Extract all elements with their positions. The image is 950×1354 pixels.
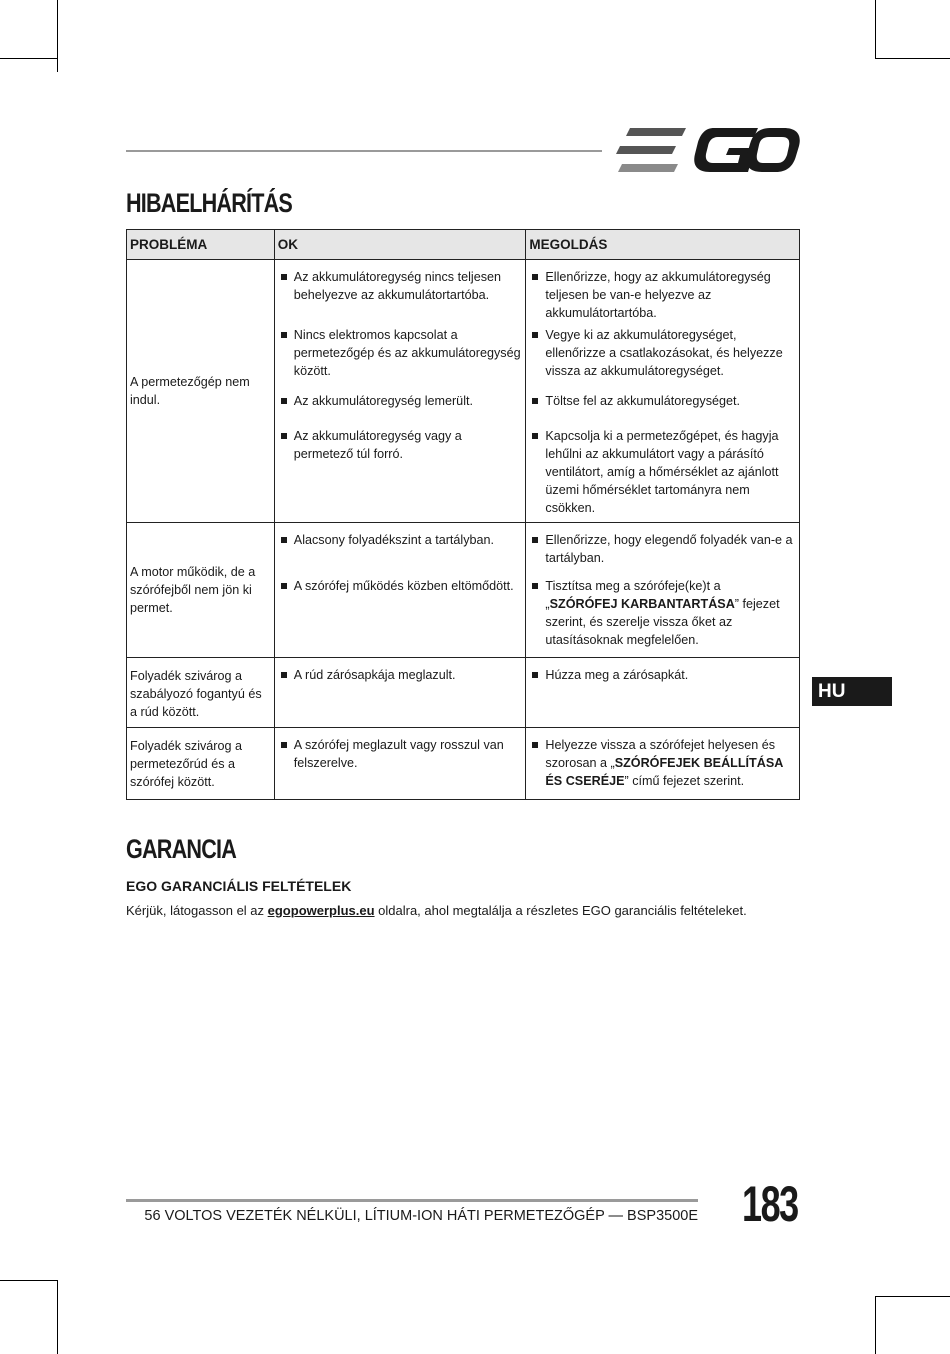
- troubleshooting-title: HIBAELHÁRÍTÁS: [126, 188, 292, 218]
- ego-logo: [614, 128, 800, 172]
- solution-item: Ellenőrizze, hogy elegendő folyadék van-e a tartályban.: [526, 531, 799, 567]
- problem-cell: A permetezőgép nem indul.: [127, 260, 275, 523]
- header-problem: PROBLÉMA: [127, 230, 275, 260]
- warranty-text: Kérjük, látogasson el az egopowerplus.eu oldalra, ahol megtalálja a részletes EGO garanciális feltételeket.: [126, 903, 747, 918]
- problem-cell: Folyadék szivárog a permetezőrúd és a szórófej között.: [127, 728, 275, 800]
- cause-item: Alacsony folyadékszint a tartályban.: [275, 531, 526, 549]
- solution-item: Vegye ki az akkumulátoregységet, ellenőrizze a csatlakozásokat, és helyezze vissza az akkumulátoregységet.: [526, 326, 799, 380]
- warranty-subtitle: EGO GARANCIÁLIS FELTÉTELEK: [126, 878, 352, 894]
- crop-mark: [0, 58, 58, 59]
- cause-item: A szórófej meglazult vagy rosszul van felszerelve.: [275, 736, 526, 772]
- table-row: [127, 260, 800, 327]
- table-row: [127, 523, 800, 578]
- footer-text: 56 VOLTOS VEZETÉK NÉLKÜLI, LÍTIUM-ION HÁTI PERMETEZŐGÉP — BSP3500E: [144, 1208, 698, 1224]
- crop-mark: [875, 1296, 950, 1297]
- warranty-title: GARANCIA: [126, 834, 236, 864]
- crop-mark: [57, 0, 58, 72]
- problem-cell: Folyadék szivárog a szabályozó fogantyú és a rúd között.: [127, 658, 275, 728]
- table-row: [127, 658, 800, 728]
- solution-item: Kapcsolja ki a permetezőgépet, és hagyja lehűlni az akkumulátort vagy a párásító ventilátort, amíg a hőmérséklet az ajánlott üzemi hőmérséklet tartományra nem csökken.: [526, 427, 799, 517]
- warranty-link[interactable]: egopowerplus.eu: [267, 903, 375, 918]
- solution-item: Ellenőrizze, hogy az akkumulátoregység teljesen be van-e helyezve az akkumulátortartóba.: [526, 268, 799, 322]
- header-cause: OK: [274, 230, 526, 260]
- header-solution: MEGOLDÁS: [526, 230, 800, 260]
- crop-mark: [57, 1280, 58, 1354]
- cause-item: Az akkumulátoregység nincs teljesen behelyezve az akkumulátortartóba.: [275, 268, 526, 304]
- language-tab: HU: [812, 677, 892, 706]
- troubleshooting-table: [126, 229, 800, 800]
- crop-mark: [0, 1280, 58, 1281]
- problem-cell: A motor működik, de a szórófejből nem jön ki permet.: [127, 523, 275, 658]
- solution-item: Helyezze vissza a szórófejet helyesen és szorosan a „SZÓRÓFEJEK BEÁLLÍTÁSA ÉS CSERÉJE” című fejezet szerint.: [526, 736, 799, 790]
- solution-item: Tisztítsa meg a szórófeje(ke)t a „SZÓRÓFEJ KARBANTARTÁSA” fejezet szerint, és szerelje vissza őket az utasításoknak megfelelően.: [526, 577, 799, 649]
- table-header-row: [127, 230, 800, 260]
- crop-mark: [875, 1296, 876, 1354]
- solution-item: Töltse fel az akkumulátoregységet.: [526, 392, 799, 410]
- solution-item: Húzza meg a zárósapkát.: [526, 666, 799, 684]
- cause-item: Az akkumulátoregység vagy a permetező túl forró.: [275, 427, 526, 463]
- header-rule: [126, 150, 602, 152]
- footer-rule: [126, 1199, 698, 1202]
- table-row: [127, 728, 800, 800]
- crop-mark: [875, 58, 950, 59]
- crop-mark: [875, 0, 876, 58]
- cause-item: Nincs elektromos kapcsolat a permetezőgép és az akkumulátoregység között.: [275, 326, 526, 380]
- cause-item: A rúd zárósapkája meglazult.: [275, 666, 526, 684]
- cause-item: A szórófej működés közben eltömődött.: [275, 577, 526, 595]
- page-number: 183: [742, 1176, 798, 1232]
- cause-item: Az akkumulátoregység lemerült.: [275, 392, 526, 410]
